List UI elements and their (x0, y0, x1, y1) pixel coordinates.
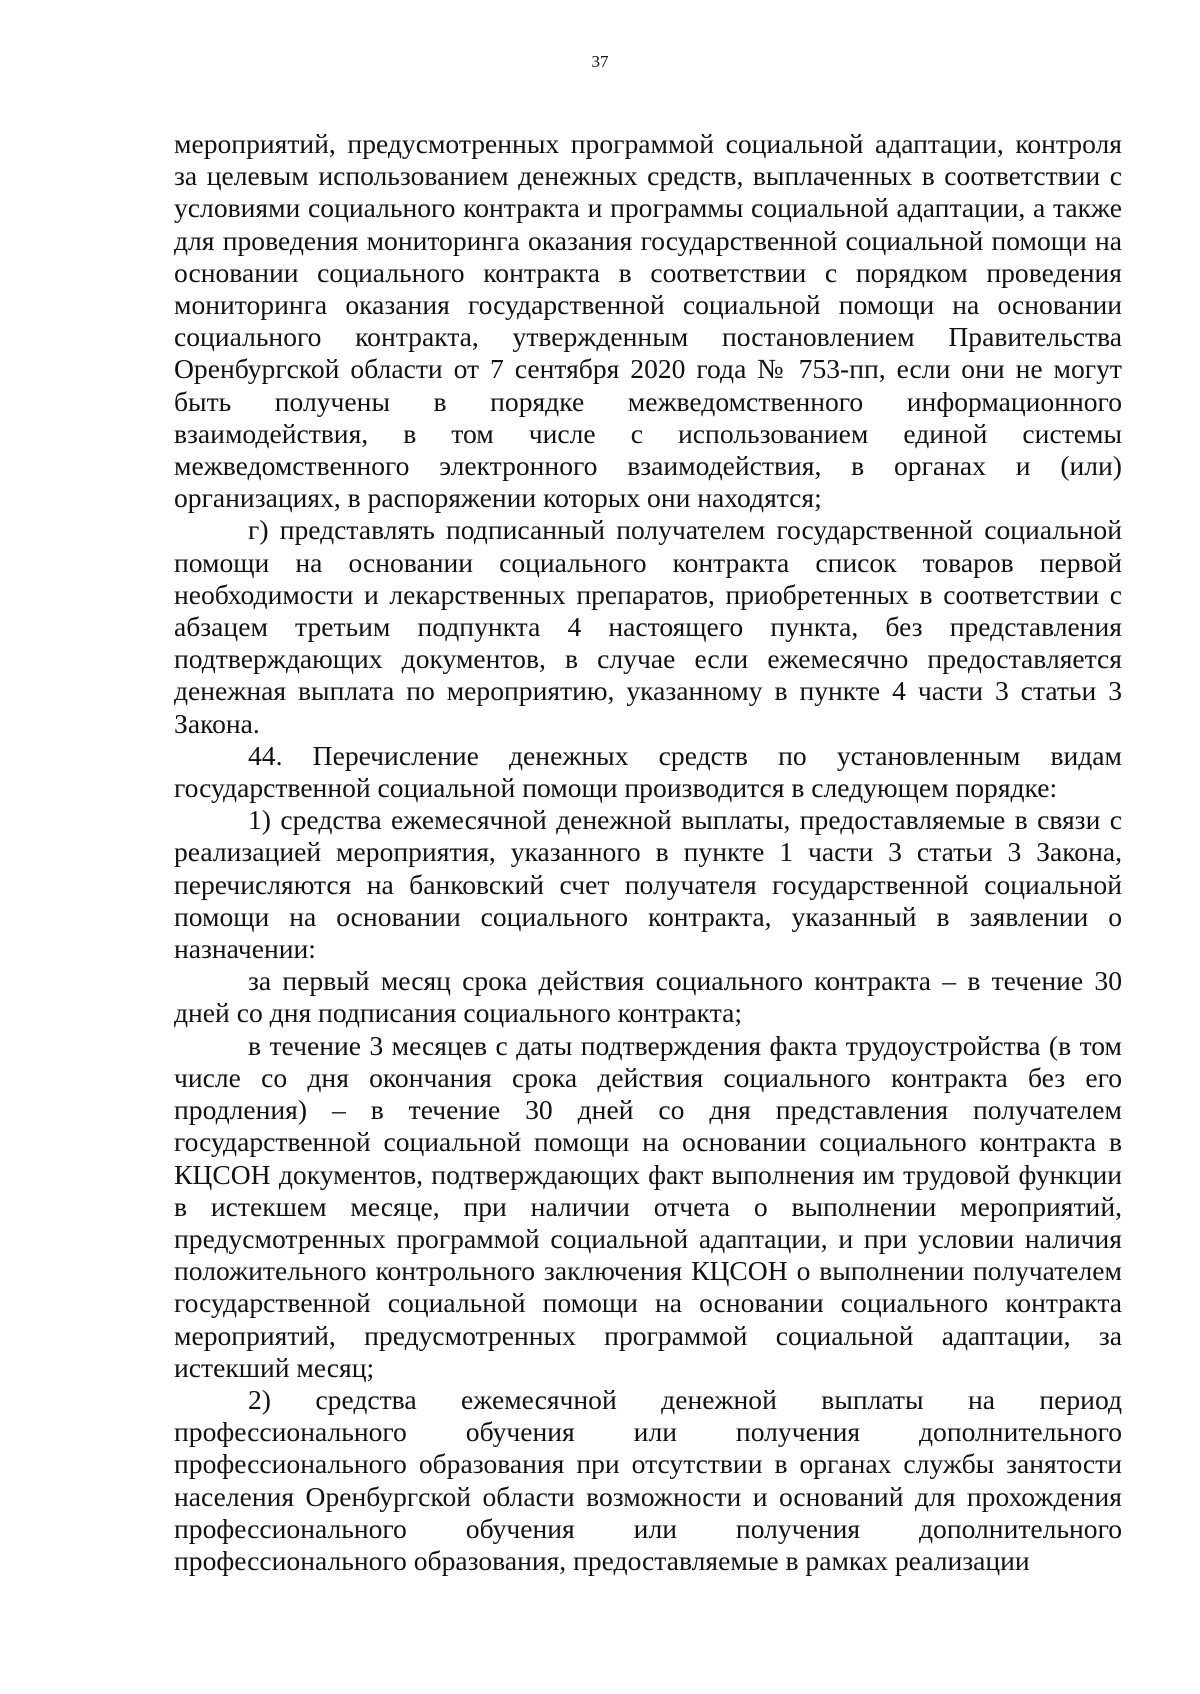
page-number: 37 (591, 52, 609, 71)
paragraph-subitem-g: г) представлять подписанный получателем государственной социальной помощи на основании социального контракта список товаров первой необходимости и лекарственных препаратов, приобретенных в соответствии с абзацем третьим подпункта 4 настоящего пункта, без представления подтверждающих документов, в случае если ежемесячно предоставляется денежная выплата по мероприятию, указанному в пункте 4 части 3 статьи 3 Закона. (174, 514, 1122, 739)
paragraph-item-44: 44. Перечисление денежных средств по установленным видам государственной социальной помощи производится в следующем порядке: (174, 739, 1122, 804)
paragraph-continuation: мероприятий, предусмотренных программой социальной адаптации, контроля за целевым использованием денежных средств, выплаченных в соответствии с условиями социального контракта и программы социальной адаптации, а также для проведения мониторинга оказания государственной социальной помощи на основании социального контракта в соответствии с порядком проведения мониторинга оказания государственной социальной помощи на основании социального контракта, утвержденным постановлением Правительства Оренбургской области от 7 сентября 2020 года № 753-пп, если они не могут быть получены в порядке межведомственного информационного взаимодействия, в том числе с использованием единой системы межведомственного электронного взаимодействия, в органах и (или) организациях, в распоряжении которых они находятся; (174, 128, 1122, 514)
paragraph-subitem-2: 2) средства ежемесячной денежной выплаты на период профессионального обучения или получения дополнительного профессионального образования при отсутствии в органах службы занятости населения Оренбургской области возможности и оснований для прохождения профессионального обучения или получения дополнительного профессионального образования, предоставляемые в рамках реализации (174, 1383, 1122, 1576)
document-body (174, 128, 1122, 1577)
paragraph-three-months: в течение 3 месяцев с даты подтверждения факта трудоустройства (в том числе со дня окончания срока действия социального контракта без его продления) – в течение 30 дней со дня представления получателем государственной социальной помощи на основании социального контракта в КЦСОН документов, подтверждающих факт выполнения им трудовой функции в истекшем месяце, при наличии отчета о выполнении мероприятий, предусмотренных программой социальной адаптации, и при условии наличия положительного контрольного заключения КЦСОН о выполнении получателем государственной социальной помощи на основании социального контракта мероприятий, предусмотренных программой социальной адаптации, за истекший месяц; (174, 1029, 1122, 1383)
paragraph-first-month: за первый месяц срока действия социального контракта – в течение 30 дней со дня подписания социального контракта; (174, 965, 1122, 1029)
paragraph-subitem-1: 1) средства ежемесячной денежной выплаты, предоставляемые в связи с реализацией мероприятия, указанного в пункте 1 части 3 статьи 3 Закона, перечисляются на банковский счет получателя государственной социальной помощи на основании социального контракта, указанный в заявлении о назначении: (174, 804, 1122, 965)
